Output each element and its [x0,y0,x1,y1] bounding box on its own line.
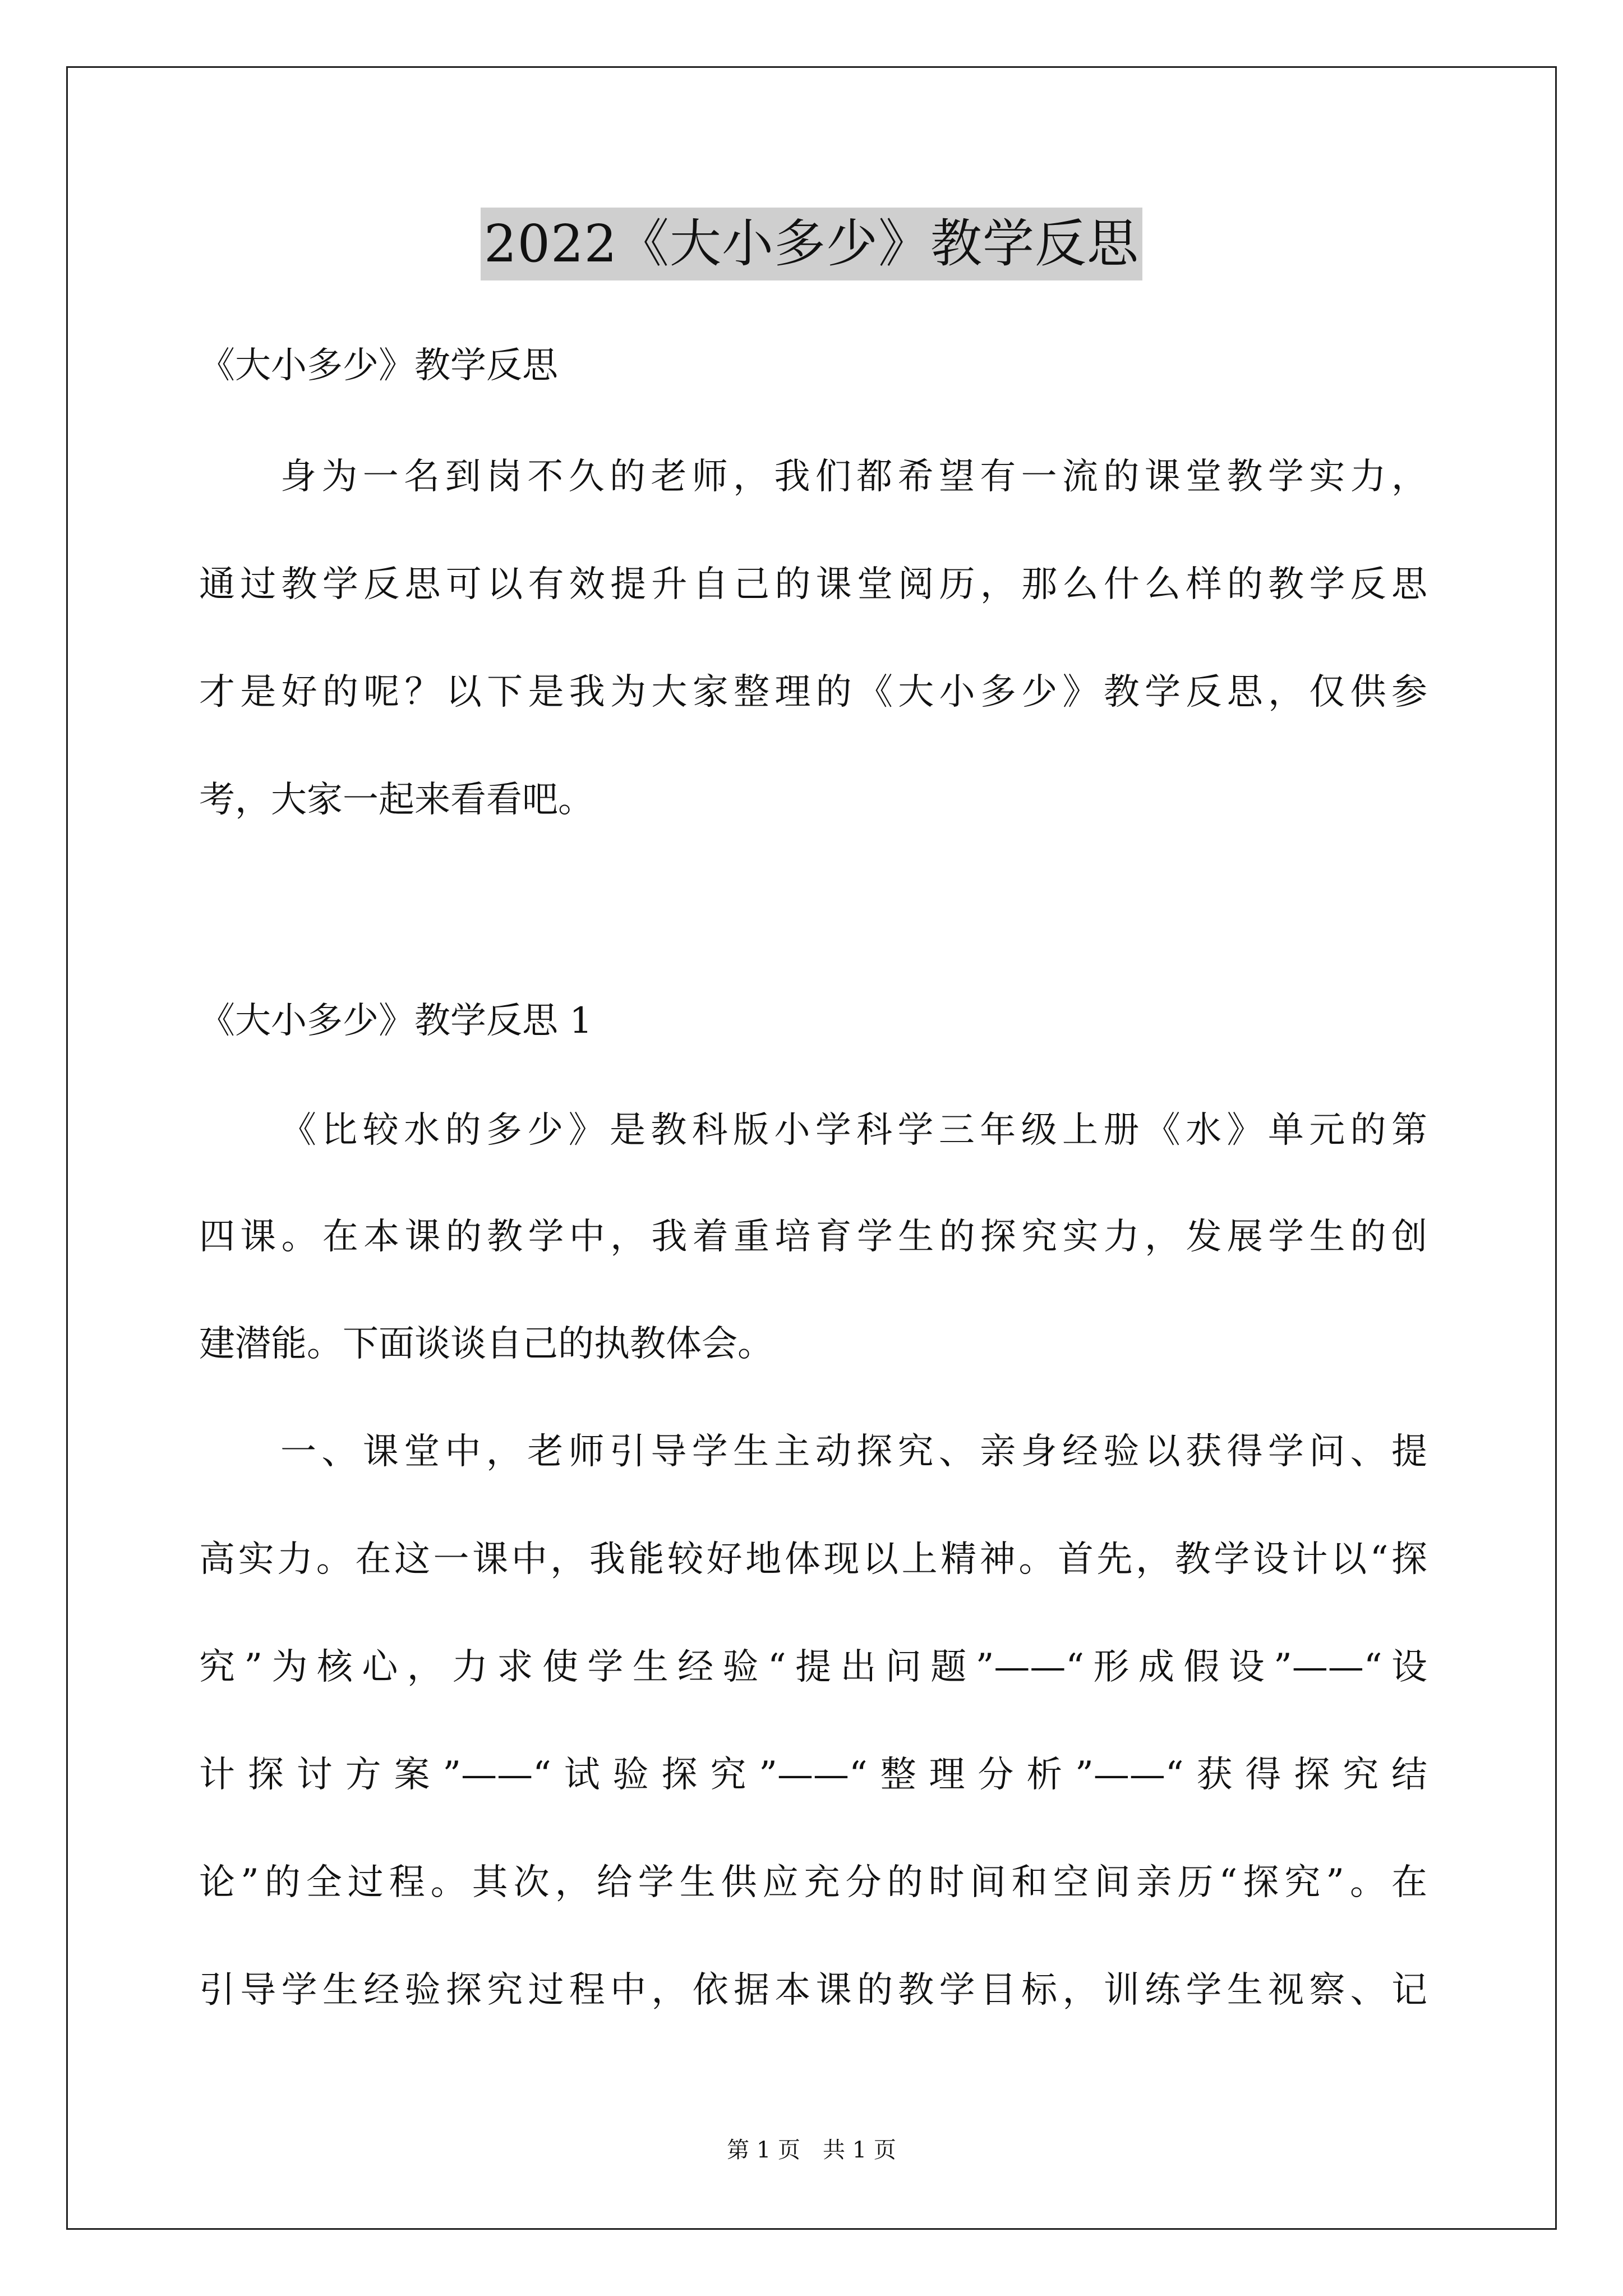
intro-line: 考，大家一起来看看吧。 [199,779,594,821]
section-heading: 《大小多少》教学反思 1 [199,1000,593,1042]
intro-line: 通过教学反思可以有效提升自己的课堂阅历，那么什么样的教学反思 [199,564,1427,605]
subtitle-heading: 《大小多少》教学反思 [199,345,558,386]
paragraph-line: 一、课堂中，老师引导学生主动探究、亲身经验以获得学问、提 [280,1431,1427,1473]
intro-line: 身为一名到岗不久的老师，我们都希望有一流的课堂教学实力， [280,456,1427,498]
page-footer: 第 1 页 共 1 页 [727,2137,896,2163]
paragraph-line: 论”的全过程。其次，给学生供应充分的时间和空间亲历“探究”。在 [199,1862,1427,1903]
intro-line: 才是好的呢？以下是我为大家整理的《大小多少》教学反思，仅供参 [199,671,1427,713]
title-container [0,208,1623,280]
paragraph-line: 高实力。在这一课中，我能较好地体现以上精神。首先，教学设计以“探 [199,1539,1427,1580]
paragraph-line: 引导学生经验探究过程中，依据本课的教学目标，训练学生视察、记 [199,1970,1427,2011]
paragraph-line: 《比较水的多少》是教科版小学科学三年级上册《水》单元的第 [280,1110,1427,1151]
paragraph-line: 四课。在本课的教学中，我着重培育学生的探究实力，发展学生的创 [199,1216,1427,1258]
paragraph-line: 计探讨方案”——“试验探究”——“整理分析”——“获得探究结 [199,1754,1427,1796]
paragraph-line: 究”为核心，力求使学生经验“提出问题”——“形成假设”——“设 [199,1646,1427,1688]
document-title: 2022《大小多少》教学反思 [481,208,1142,280]
paragraph-line: 建潜能。下面谈谈自己的执教体会。 [199,1323,773,1365]
